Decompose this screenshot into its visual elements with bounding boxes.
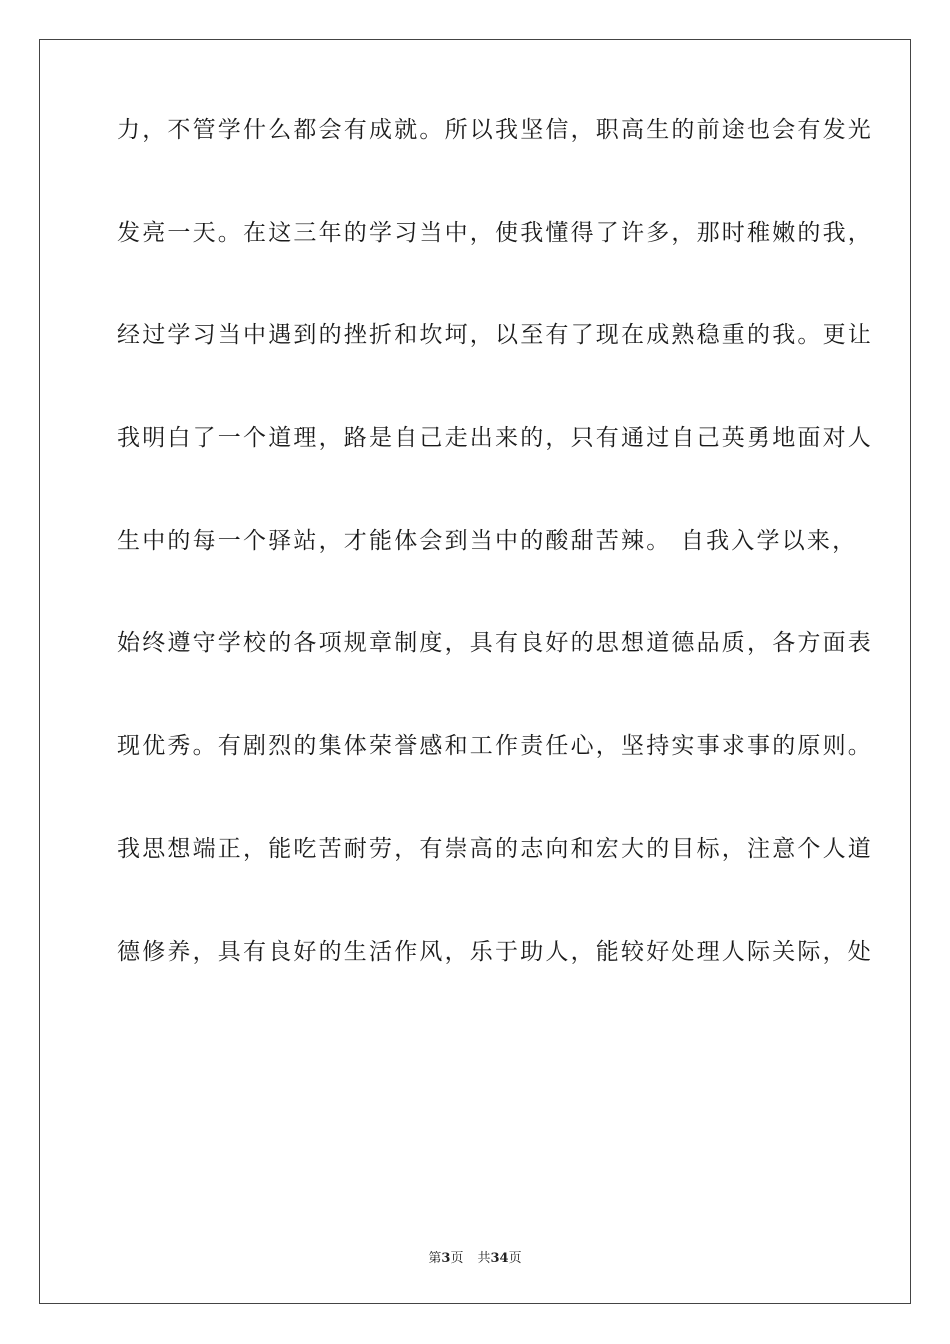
text-line-2: 发亮一天。在这三年的学习当中，使我懂得了许多，那时稚嫩的我， [117,219,873,246]
text-line-4: 我明白了一个道理，路是自己走出来的，只有通过自己英勇地面对人 [117,425,873,452]
page-suffix: 页 [450,1251,464,1266]
total-pages: 34 [490,1251,509,1266]
text-line-8: 我思想端正，能吃苦耐劳，有崇高的志向和宏大的目标，注意个人道 [117,835,873,862]
page-footer [0,1247,950,1266]
page-number: 3 [441,1251,451,1266]
total-prefix: 共 [477,1251,491,1266]
text-line-1: 力，不管学什么都会有成就。所以我坚信，职高生的前途也会有发光 [117,117,873,143]
text-line-6: 始终遵守学校的各项规章制度，具有良好的思想道德品质，各方面表 [117,630,873,657]
page-prefix: 第 [428,1251,442,1266]
document-body [117,117,873,1054]
total-suffix: 页 [508,1251,522,1266]
text-line-7: 现优秀。有剧烈的集体荣誉感和工作责任心，坚持实事求事的原则。 [117,733,873,760]
text-line-3: 经过学习当中遇到的挫折和坎坷，以至有了现在成熟稳重的我。更让 [117,322,873,349]
text-line-9: 德修养，具有良好的生活作风，乐于助人，能较好处理人际关际，处 [117,938,873,965]
text-line-5: 生中的每一个驿站，才能体会到当中的酸甜苦辣。 自我入学以来， [117,527,858,554]
